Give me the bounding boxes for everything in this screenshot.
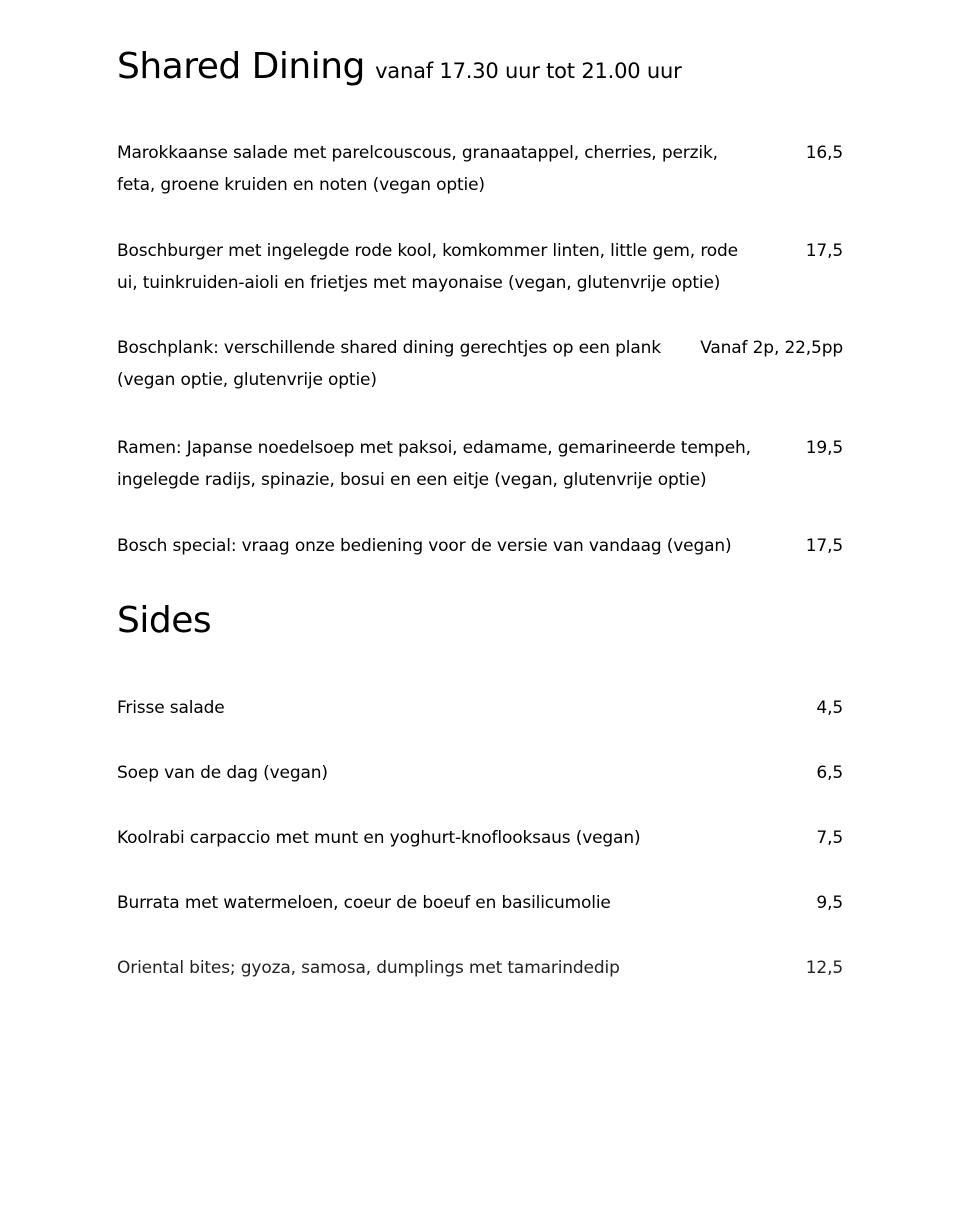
menu-item-description: Burrata met watermeloen, coeur de boeuf en basilicumolie [117, 893, 611, 913]
menu-item-description: Frisse salade [117, 698, 225, 718]
menu-item [117, 332, 845, 396]
menu-item-price: 17,5 [805, 536, 843, 556]
menu-item [117, 822, 845, 854]
menu-item [117, 137, 845, 201]
menu-item-price: 17,5 [805, 241, 843, 261]
sides-title: Sides [117, 600, 212, 641]
shared-dining-title: Shared Dining [117, 46, 365, 87]
menu-item-price: 9,5 [816, 893, 843, 913]
menu-item-description: Koolrabi carpaccio met munt en yoghurt-knoflooksaus (vegan) [117, 828, 641, 848]
menu-item-description: Marokkaanse salade met parelcouscous, granaatappel, cherries, perzik, feta, groene kruiden en noten (vegan optie) [117, 143, 718, 195]
shared-dining-heading [117, 46, 682, 87]
menu-item [117, 692, 845, 724]
menu-item-price: 19,5 [805, 438, 843, 458]
menu-item-price: 7,5 [816, 828, 843, 848]
menu-item-price: 6,5 [816, 763, 843, 783]
menu-item-description: Boschplank: verschillende shared dining gerechtjes op een plank (vegan optie, glutenvrije optie) [117, 338, 661, 390]
menu-item [117, 952, 845, 984]
menu-item [117, 757, 845, 789]
menu-item [117, 235, 845, 299]
menu-item-description: Boschburger met ingelegde rode kool, komkommer linten, little gem, rode ui, tuinkruiden-aioli en frietjes met mayonaise (vegan, glutenvrije optie) [117, 241, 738, 293]
sides-heading [117, 600, 211, 641]
menu-item-description: Ramen: Japanse noedelsoep met paksoi, edamame, gemarineerde tempeh, ingelegde radijs, spinazie, bosui en een eitje (vegan, glutenvrije optie) [117, 438, 751, 490]
menu-item-price: Vanaf 2p, 22,5pp [700, 338, 843, 358]
shared-dining-hours: vanaf 17.30 uur tot 21.00 uur [375, 59, 682, 83]
menu-item-description: Oriental bites; gyoza, samosa, dumplings met tamarindedip [117, 958, 620, 978]
menu-item [117, 530, 845, 562]
menu-item-price: 4,5 [816, 698, 843, 718]
menu-item [117, 887, 845, 919]
menu-item [117, 432, 845, 496]
menu-item-description: Soep van de dag (vegan) [117, 763, 328, 783]
menu-item-description: Bosch special: vraag onze bediening voor de versie van vandaag (vegan) [117, 536, 732, 556]
menu-item-price: 12,5 [805, 958, 843, 978]
menu-item-price: 16,5 [805, 143, 843, 163]
